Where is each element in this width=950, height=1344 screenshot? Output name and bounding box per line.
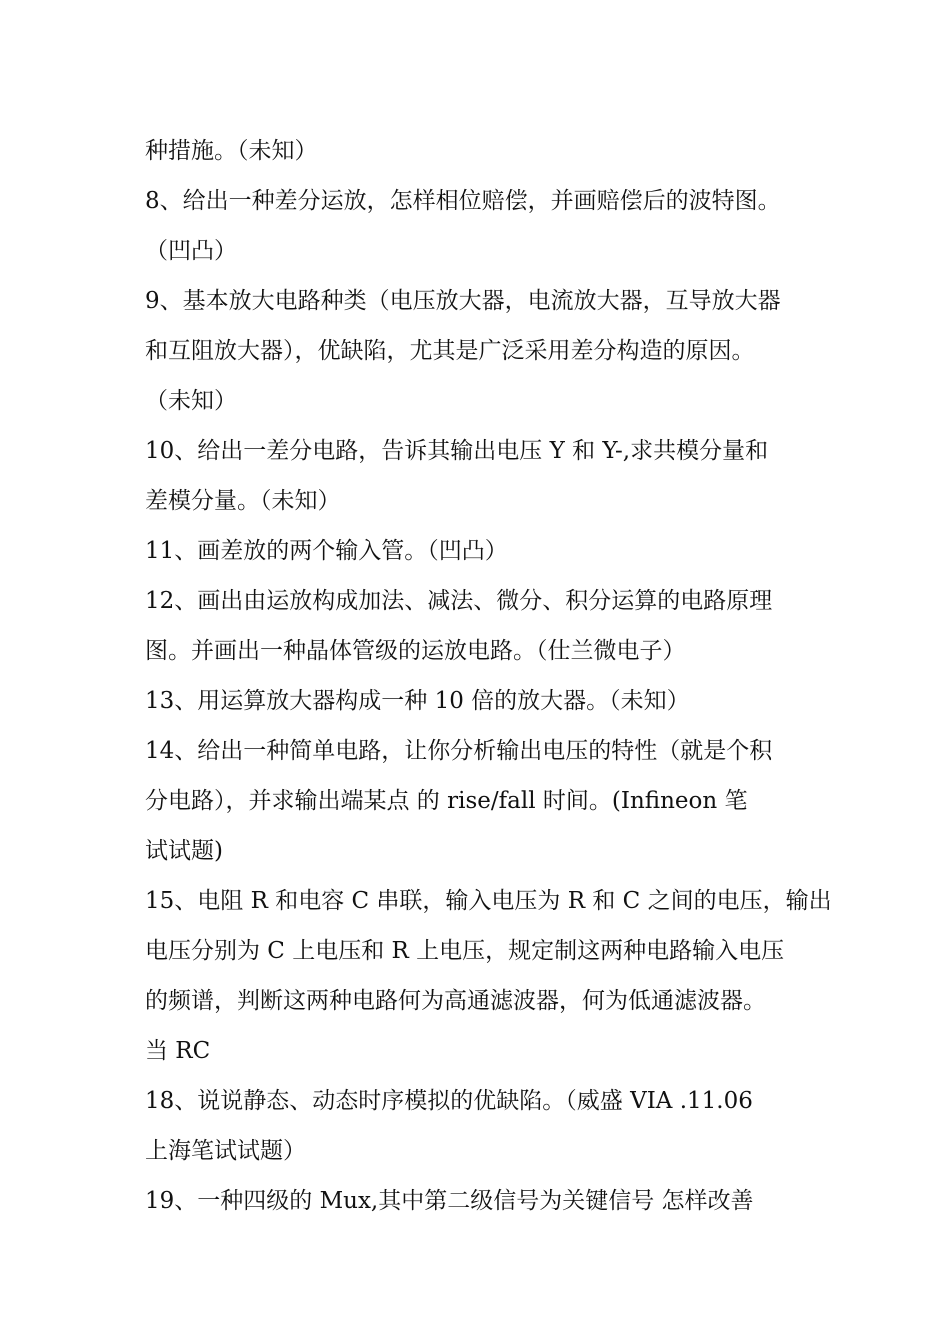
text-line: 图。并画出一种晶体管级的运放电路。（仕兰微电子）	[145, 638, 686, 664]
text-line: 试试题)	[145, 838, 223, 864]
text-line: 10、给出一差分电路，告诉其输出电压 Y 和 Y-,求共模分量和	[145, 438, 769, 464]
text-line: 19、一种四级的 Mux,其中第二级信号为关键信号 怎样改善	[145, 1188, 754, 1214]
text-line: 的频谱，判断这两种电路何为高通滤波器，何为低通滤波器。	[145, 988, 766, 1014]
text-line: 电压分别为 C 上电压和 R 上电压，规定制这两种电路输入电压	[145, 938, 785, 964]
text-line: （未知）	[145, 388, 237, 414]
text-line: 15、电阻 R 和电容 C 串联，输入电压为 R 和 C 之间的电压，输出	[145, 888, 832, 914]
text-line: 13、用运算放大器构成一种 10 倍的放大器。（未知）	[145, 688, 690, 714]
text-line: 9、基本放大电路种类（电压放大器，电流放大器，互导放大器	[145, 288, 781, 314]
text-line: 8、给出一种差分运放，怎样相位赔偿，并画赔偿后的波特图。	[145, 188, 781, 214]
text-line: 11、画差放的两个输入管。（凹凸）	[145, 538, 508, 564]
text-line: 差模分量。（未知）	[145, 488, 341, 514]
text-line: 种措施。（未知）	[145, 138, 318, 164]
text-line: 12、画出由运放构成加法、减法、微分、积分运算的电路原理	[145, 588, 773, 614]
text-line: （凹凸）	[145, 238, 237, 264]
text-line: 14、给出一种简单电路，让你分析输出电压的特性（就是个积	[145, 738, 773, 764]
text-line: 当 RC	[145, 1038, 211, 1064]
text-line: 分电路），并求输出端某点 的 rise/fall 时间。(Infineon 笔	[145, 788, 748, 814]
text-line: 和互阻放大器），优缺陷，尤其是广泛采用差分构造的原因。	[145, 338, 755, 364]
text-line: 上海笔试试题）	[145, 1138, 306, 1164]
text-line: 18、说说静态、动态时序模拟的优缺陷。（威盛 VIA .11.06	[145, 1088, 753, 1114]
